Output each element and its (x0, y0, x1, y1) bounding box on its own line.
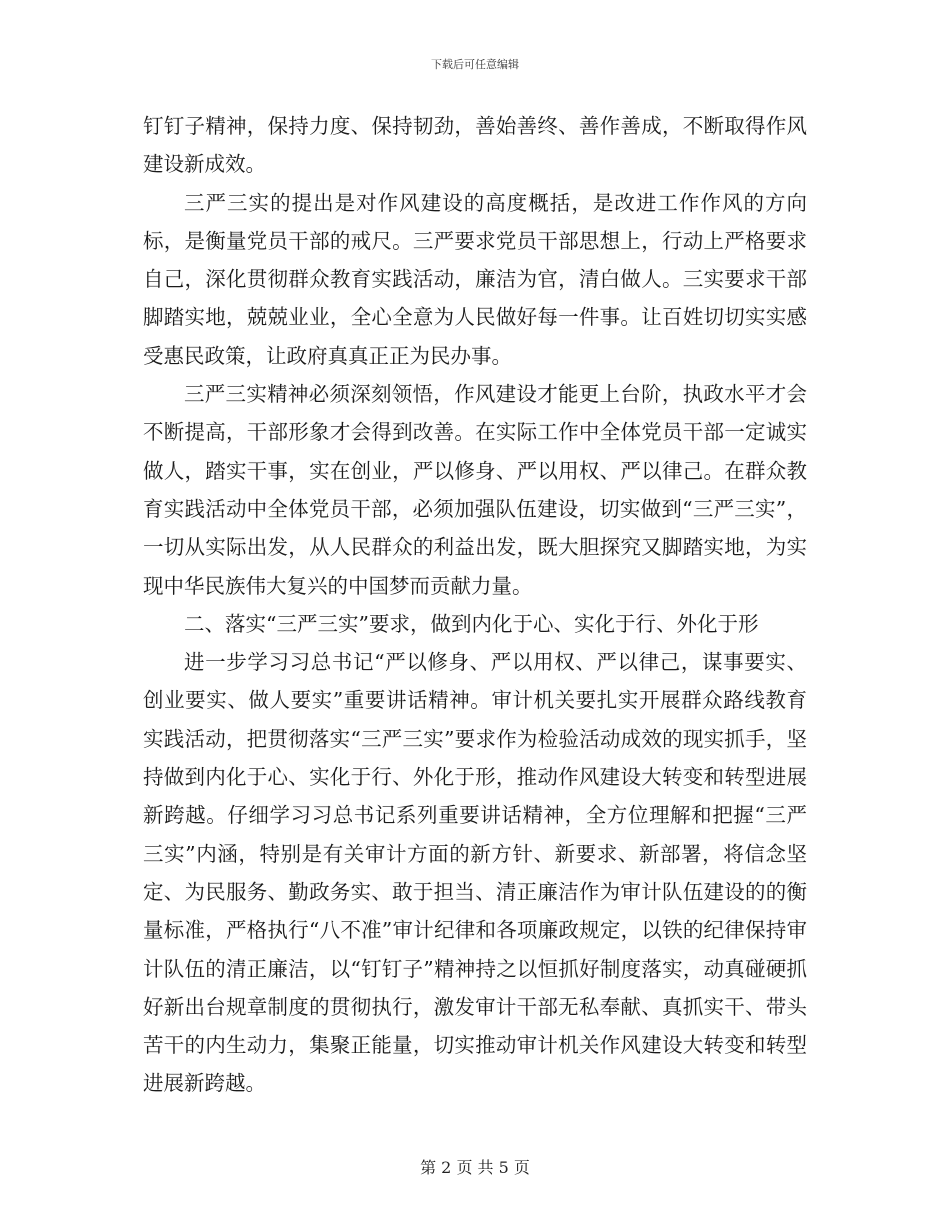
paragraph-4: 进一步学习习总书记“严以修身、严以用权、严以律己，谋事要实、创业要实、做人要实”重要讲话精神。审计机关要扎实开展群众路线教育实践活动，把贯彻落实“三严三实”要求作为检验活动成效的现实抓手，坚持做到内化于心、实化于行、外化于形，推动作风建设大转变和转型进展新跨越。仔细学习习总书记系列重要讲话精神，全方位理解和把握“三严三实”内涵，特别是有关审计方面的新方针、新要求、新部署，将信念坚定、为民服务、勤政务实、敢于担当、清正廉洁作为审计队伍建设的的衡量标准，严格执行“八不准”审计纪律和各项廉政规定，以铁的纪律保持审计队伍的清正廉洁，以“钉钉子”精神持之以恒抓好制度落实，动真碰硬抓好新出台规章制度的贯彻执行，激发审计干部无私奉献、真抓实干、带头苦干的内生动力，集聚正能量，切实推动审计机关作风建设大转变和转型进展新跨越。 (143, 650, 807, 1096)
page-header-note: 下载后可任意编辑 (431, 58, 519, 71)
paragraph-1: 钉钉子精神，保持力度、保持韧劲，善始善终、善作善成，不断取得作风建设新成效。 (143, 114, 807, 177)
paragraph-2: 三严三实的提出是对作风建设的高度概括，是改进工作作风的方向标，是衡量党员干部的戒尺。三严要求党员干部思想上，行动上严格要求自己，深化贯彻群众教育实践活动，廉洁为官，清白做人。三实要求干部脚踏实地，兢兢业业，全心全意为人民做好每一件事。让百姓切切实实感受惠民政策，让政府真真正正为民办事。 (143, 190, 807, 368)
paragraph-3: 三严三实精神必须深刻领悟，作风建设才能更上台阶，执政水平才会不断提高，干部形象才会得到改善。在实际工作中全体党员干部一定诚实做人，踏实干事，实在创业，严以修身、严以用权、严以律己。在群众教育实践活动中全体党员干部，必须加强队伍建设，切实做到“三严三实”，一切从实际出发，从人民群众的利益出发，既大胆探究又脚踏实地，为实现中华民族伟大复兴的中国梦而贡献力量。 (143, 382, 807, 598)
page-number: 第 2 页 共 5 页 (420, 1158, 530, 1177)
section-heading-2: 二、落实“三严三实”要求，做到内化于心、实化于行、外化于形 (184, 611, 759, 636)
document-body (143, 107, 807, 1103)
